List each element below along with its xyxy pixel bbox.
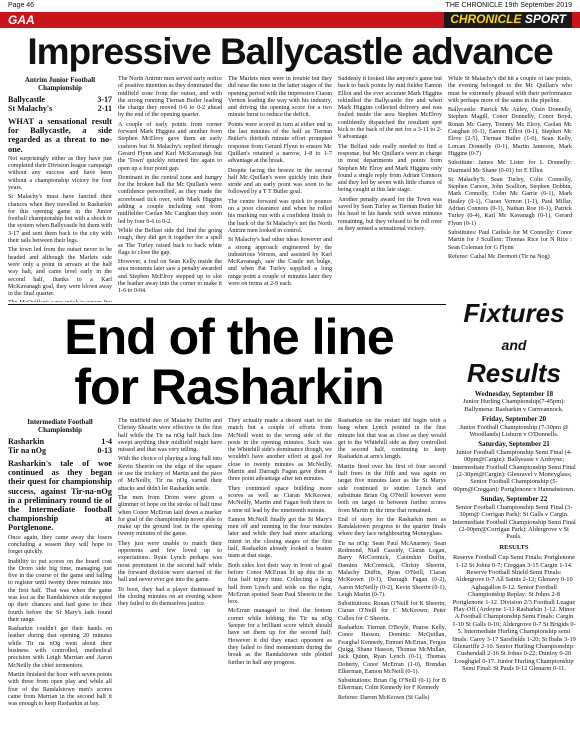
fixture-text: Junior Football Championship Semi Final (4-00pm@Cargin): Ballyeaste v Ardoyne; Intermediate Football Championship Semi Final (2-30pm@Cargin): Glenravel v Moneyglass; Senior Football Championship (5-00pm@Creggan): Portglenone v Hannahstown. xyxy=(452,448,576,493)
paragraph: Once again, they came away the losers concluding a season they will hope to forget quickly. xyxy=(8,534,112,556)
paragraph: Another penalty award for the Town was saved by Sean Turley as Tiernan Butler hit his head in his hands with seven minutes remaining, but they refused to be roll over as they sensed a sensational victory. xyxy=(338,196,442,232)
score-line: Ballycastle 3-17 xyxy=(8,95,112,104)
paragraph: Martin finished the hour with seven points with three from open play and while all four of the Randalstown men's scores came from Marrian in the second half it was enough to keep Rasharkin at bay. xyxy=(8,671,112,708)
substitutes-st-malachys: Substitutes: Paul Carlisle for M Connolly: Conor Martin for J Scullion: Thomas Rice for N Rice : Sean Coleman for G Flynn xyxy=(448,229,572,251)
fixture-text: Junior Football Championship (7-30pm @ Woodlands) Lisburn v O'Donnells. xyxy=(459,423,569,439)
competition-title: Antrim Junior Football Championship xyxy=(24,76,96,92)
substitutes-rasharkin: Substitutions: Brian Og O'Neill (0-1) for B Elkerman; Colm Kennedy for F Kennedy xyxy=(338,678,446,692)
substitutes-tir-na-nog: Substitutions: Ronan O'Neill for K Sheerin; Ciaran O'Neill for C McKeown; Peter Cullen for C Sheerin. xyxy=(338,601,446,622)
paragraph: Rasharkin on the restart did begin with a bang when Lynch pointed in the first minute but that was as close as they would get to the Whitehill side as they controlled the second half, continuing to keep Rasharkin at arm's length. xyxy=(338,418,446,461)
chronicle-sport-logo: CHRONICLE SPORT xyxy=(444,12,572,28)
article2-column-1 xyxy=(8,418,112,734)
paragraph: Inability to put scores on the board cost the Drom side big time, managing just five in the course of the game and failing to register until twenty three minutes into the first half. That was when the game was lost as the Randalstown side mopped up their chances and had gone to their fourth before the St Mary's lads found their range. xyxy=(8,558,112,623)
paragraph: Despite facing the breeze in the second half Mc Quillan's were quickly into their stride and an early point was soon to be followed by a T T Butler goal. xyxy=(228,167,332,196)
article1-column-3 xyxy=(228,76,332,302)
score-line: St Malachy's 2-11 xyxy=(8,104,112,113)
page-number: Page 46 xyxy=(8,2,35,9)
article2-headline: End of the line for Rasharkin xyxy=(64,309,394,415)
fixtures-results-panel xyxy=(452,300,576,734)
paragraph: End of story for the Rasharkin men as Randalstown progress to the quarter finals where they face neighbouring Moneyglass. xyxy=(338,516,446,538)
article2-column-2 xyxy=(118,418,222,734)
paragraph: Martin fired over his first of four second half frees in the fifth and was again on target five minutes later as the St Marys side continued to stutter. Lynch and substitute Brian Og O'Neill however were both on target in between further scores from Martin in the time that remained. xyxy=(338,463,446,514)
fixture-day: Saturday, September 21 xyxy=(478,440,550,449)
paragraph: While St Malachy's did hit a couple of late points, the evening belonged to the Mc Quillan's who must be extremely pleased with their performance with perhaps more of the same in the pipeline. xyxy=(448,76,572,104)
fixture-day: Friday, September 20 xyxy=(481,415,547,424)
paragraph: Suddenly it looked like anyone's game but back to back points by mid fielder Eamon Elliot and the ever accurate Mark Higgins rekindled the Ballycastle fire and when Mark Higgins collected delivery and was fouled inside the area Stephen McElroy confidently dispatched the resultant spot kick to the back of the net for a 3-11 to 2-9 advantage. xyxy=(338,76,442,141)
fixtures-subtitle: and Results xyxy=(467,337,561,388)
fixtures-title: Fixtures xyxy=(463,300,565,328)
paragraph xyxy=(8,300,112,302)
publication-line: THE CHRONICLE 19th September 2019 xyxy=(445,2,572,9)
paragraph: The Marlets men were in trouble but they did raise the tone in the latter stages of the opening period with the impressive Ciaran Vernon leading the way with his industry, and driving the opening score for a two minute burst to reduce the deficit. xyxy=(228,76,332,119)
paragraph: The town led from the outset never to be headed and although the Marlets side were only a point in arrears at the half way halt, and came level early in the second half, thanks to a Karl McKavanagh goal, they were blown away in the final quarter. xyxy=(8,247,112,298)
paragraph: Points were scored in turn at either end in the last minutes of the half as Tiernan Butler's thirtieth minute effort prompted response from Gerard Flynn to ensure Mc Quillan's retained a narrow, 1-8 to 1-7 advantage at the break. xyxy=(228,121,332,165)
paragraph: St Malachy's must have fancied their chances when they travelled to Rasharkin for this opening game in the Junior football championship but with a shock to the system when Ballycastle hit them with 3-17 and sent them back to the city with their tails between their legs. xyxy=(8,194,112,245)
lineup-rasharkin: Rasharkin: Tiernan O'Boyle, Pearse Kelly, Conor Hasson, Dominic McQuillan, Fearghal Kennedy, Emmet McErran, Fergus Quigg, Shane Hasson, Thomas McMullan, Jack Quinn, Ryan Lynch (0-1), Thomas Doherty, Conor McErran (1-0), Brendan Elkerman, Eamon McNeill (0-1). xyxy=(338,625,446,675)
article2-column-4 xyxy=(338,418,446,734)
gaa-logo: GAA xyxy=(8,13,35,27)
paragraph: Eamon McNeill finally got the St Mary's men off and running in the four minutes later and while they had more attacking intent in the closing stages of the first half, Rasharkin already looked a beaten team at that stage. xyxy=(228,516,332,560)
paragraph: They continued space building more scores as well as Ciaran McKeown, McNeilly, Martin and Fagan both there to a nine nil lead by the nineteenth minute. xyxy=(228,485,332,514)
referee-line: Referee: Darren McKeown (St Galls) xyxy=(338,694,430,701)
paragraph: They actually made a decent start to the match but a couple of efforts from McNeill went to the wrong side of the posts in the opening minutes. Such was the Whitehill side's dominance though, we wouldn't have another effort at goal for close to twenty minutes as McNeilly, Martin and Darragh Fagan gave them a three point advantage after ten minutes. xyxy=(228,418,332,483)
fixture-text: Junior Hurling Championship(7-45pm): Ballymena: Rasharkin v Carnvannock. xyxy=(462,398,566,413)
lineup-tir-na-nog: Tir na nOg: Sean Paul McAnarney, Sean Redmond, Niall Cassidy, Ciaran Logan, Barry McCormick, Caoimhin Duffin, Damien McCormick, Christy Sheerin, Malachy Duffin, Ryan O'Neill, Ciaran McKeown (0-1), Darragh Fagan (0-2), Aaron McNeilly (0-2), Kevin Sheerin (0-1), Leigh Martin (0-7). xyxy=(338,540,446,598)
paragraph: With the choice of playing a long ball into Kevin Sheerin on the edge of the square or use the trickery of Martin and the pace of McNeilly, Tir na nOg varied their attacks and didn't let Rasharkin settle. xyxy=(118,456,222,492)
paragraph: The centre forward was quick to pounce on a poor clearance and when he rolled his marking run with a confident finish to the back of the St Malachy's net the North Antrim men looked in control. xyxy=(228,198,332,234)
paragraph: The midfield duo of Malachy Duffin and Christy Shearin were effective in the first half while the Tir na nOg half back line swept anything their midfield might have missed and that was very telling. xyxy=(118,418,222,454)
paragraph: While the Belfast side did find the going tough, they did get it together for a spell as The Turley raised back to back white flags to close the gap. xyxy=(118,227,222,256)
paragraph: They just were unable to match their opponents and few loved up to expectations. Ryan Lynch perhaps was most prominent in the second half while the forward division were starved of the ball and never ever got into the game. xyxy=(118,540,222,584)
paragraph: Both sides lost their way in front of goal before Conor McErran lit up this tie in first half injury time. Collecting a long ball from Lynch and wide on the right, McErran spotted Sean Paul Sheerin in the box. xyxy=(228,562,332,606)
paragraph: The North Antrim men served early notice of positive intention as they dominated the midfield zone from the outset, and with the strong running Tiernan Butler leading the charge they moved 0-6 to 0-2 ahead by the end of the opening quarter. xyxy=(118,76,222,119)
page-header xyxy=(8,2,572,12)
paragraph: A couple of early points from corner forward Mark Higgins and another from Stephen McElroy gave them an early cushion but St Malachy's replied through Gerard Flynn and Karl McKavanagh but the 'Town' quickly returned fire again to open up a four point gap. xyxy=(118,121,222,172)
article1-headline: Impressive Ballycastle advance xyxy=(27,31,553,72)
referee-line: Referee: Cathal Mc Dermott (Tir na Nog) xyxy=(448,253,550,260)
article1-column-4 xyxy=(338,76,442,302)
results-title: RESULTS xyxy=(499,543,529,551)
paragraph: Rasharkin couldn't get their hands on leather during that opening 20 minutes while Tir na nOg went about their business with controlled, methodical precision with Leigh Marrian and Aaron McNeilly the chief tormentors. xyxy=(8,626,112,669)
fixture-day: Sunday, September 22 xyxy=(480,495,548,504)
score-line: Rasharkin 1-4 xyxy=(8,437,112,446)
paragraph: McErran managed to find the bottom corner while lobbing the Tir na nOg 'keeper for a brilliant score which should have set them up for the second half. However it did they enact opponent as they failed to find momentum during the break as the Randalstown side plotted further in half any progress. xyxy=(228,608,332,666)
paragraph: Not surprisingly either as they have just completed their Division league campaign without any success and have been without a championship victory for four years. xyxy=(8,155,112,191)
lineup-ballycastle: Ballycastle: Patrick Mc Auley, Oisin Donnelly, Stephen Magill, Conor Donnelly, Conor Boyd, Ronan Mc Garry, Tommy Mc Elroy, Caolan Mc Caughan (0-1), Eamon Elliot (0-1), Stephen Mc Elroy (2-5), Tiernan Butler (1-0), Sean Kelly, Lorcan Donnelly (0-1), Martin Jameson, Mark Higgins (0-7) xyxy=(448,107,572,157)
substitutes-ballycastle: Substitute: James Mc Lister for L Donnelly: Diarmaid Mc Shane (0-01) for E Elliot xyxy=(448,160,572,174)
article2-column-3 xyxy=(228,418,332,734)
results-text: Reserve Football Cup Semi Finals: Portglenone 1-12 St Johns 0-7; Creggan 3-15 Cargin 1-14. Reserve Football Shield Semi Finals: Aldergrove 0-7 All Saints 2-12; Glenavy 0-10 Aghagallon 0-12. Senior Football Championship Replay: St Johns 2-8 Portglenone 1-12. Division 2/3 Football League Play-Off (Ardoyne 1-11 Rasharkin 1-12. Minor A Football Championship Semi Finals: Cargin 1-10 St Galls 0-10; Aldergrove 0-7 St Brigids 0-5. Intermediate Hurling Championship semi finals: Carey 3-17 Sarsfields 1-20; St Ibahs 3-19 Glenariffe 2-10. Senior Hurling Championship: Cushendall 2-16 St Johns 0-22; Dunloy 0-20 Loughgiel 0-17. Junior Hurling Championship Semi Final: St Pauls 0-12 Glenarm 0-11. xyxy=(452,554,576,673)
lead-paragraph: Rasharkin's tale of woe continued as they began their quest for championship success, against Tir-na-nOg in a preliminary round tie of the Intermediate football championship at Portglenone. xyxy=(8,459,112,533)
article1-column-5 xyxy=(448,76,572,298)
paragraph: The men from Drom were given a glimmer of hope on the stroke of half time when Conor McErran laid down a marker for goal of the championship never able to make up the ground lost in the opening twenty minutes of the game. xyxy=(118,494,222,538)
paragraph: However, a foul on Sean Kelly inside the area moments later saw a penalty awarded and Stephen McElroy stepped up to slot the leather away into the corner to make it 1-6 to 0-04. xyxy=(118,259,222,295)
divider xyxy=(8,304,446,305)
fixture-day: Wednesday, September 18 xyxy=(474,390,554,398)
fixture-text: Senior Football Championship Semi Final (3-30pm@ Corrigan Park): St Galls v Cargin. Intermediate Football Championship Semi Final (2-00pm@Corrigan Park): Aldergrove v St Pauls. xyxy=(452,503,576,541)
paragraph: To boot, they had a player dismissed in the closing minutes on an evening where they failed to do themselves justice. xyxy=(118,586,222,608)
article1-column-1 xyxy=(8,76,112,302)
section-banner xyxy=(0,12,580,28)
paragraph: Dominant in the central zone and hungry for the broken ball the Mc Quillan's were confidence personified, as they made the scoreboard tick over, with Mark Higgins adding a couple including one from midfielder Caolan Mc Caughan they soon led by four 0-6 to 0-2. xyxy=(118,174,222,225)
score-line: Tir na nOg 0-13 xyxy=(8,446,112,455)
paragraph: St Malachy's had other ideas however and a strong approach engineered by the industrious Vernon, and assisted by Karl McKavanagh, saw the Castle net bulge, and when Pat Turley supplied a long range point a couple of minutes later they were on terms at 2-9 each. xyxy=(228,237,332,288)
article1-column-2 xyxy=(118,76,222,302)
paragraph: The Belfast side really needed to find a response, but Mc Quillan's were in charge in most departments and points from Stephen Mc Elroy and Mark Higgins only found a single reply from Adrian Connors and they led by seven with little chance of being caught at this late stage. xyxy=(338,143,442,194)
competition-title: Intermediate Football Championship xyxy=(27,418,93,434)
lead-paragraph: WHAT a sensational result for Ballycastle, a side regarded as a threat to no-one. xyxy=(8,117,112,154)
lineup-st-malachys: St Malachy'S: Sean Turley, Colie Connolly, Stephen Carson, John Scallion, Stephen Dobbin, Mark Connolly, Colm Mc Garrie (0-1), Mark Healey (0-1), Ciaran Vernon (1-1), Paul Millar, Adrian Connors (0-1), Nathan Roe (0-1), Patrick Turley (0-4), Karl Mc Kavanagh (0-1), Gerard Flynn (0-1) xyxy=(448,176,572,227)
